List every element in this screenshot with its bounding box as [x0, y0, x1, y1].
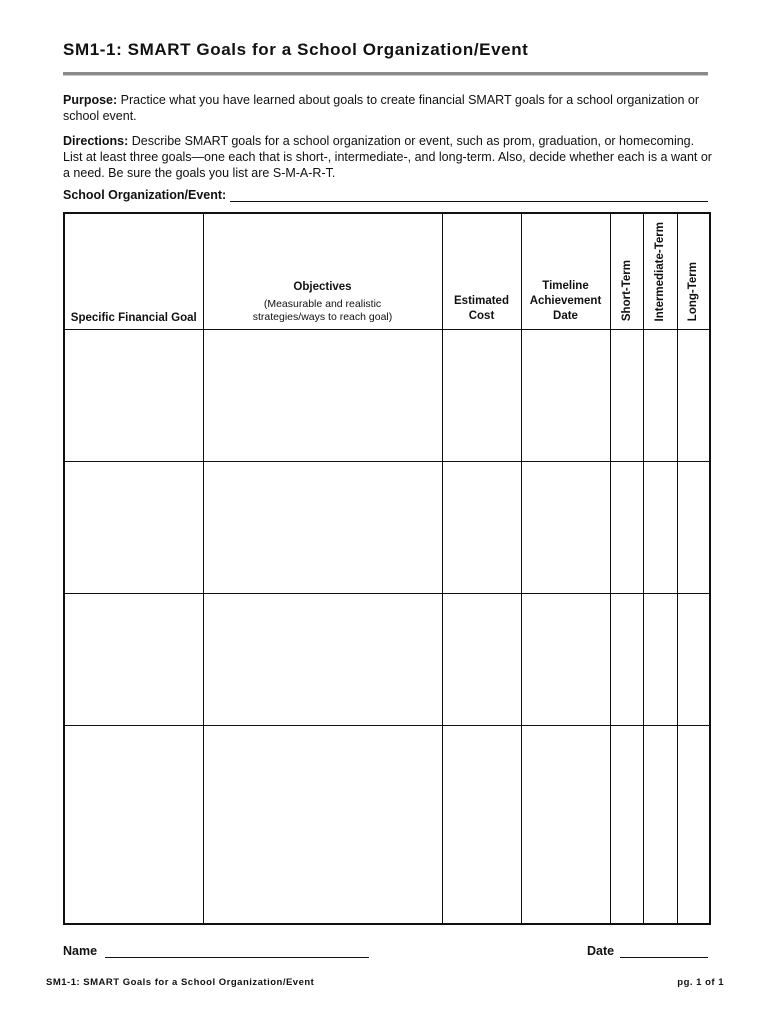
cost-cell[interactable]: [442, 594, 521, 726]
short-term-cell[interactable]: [610, 330, 643, 462]
date-input-line[interactable]: [620, 945, 708, 958]
directions-label: Directions:: [63, 134, 129, 148]
objectives-cell[interactable]: [203, 462, 442, 594]
table-row: [64, 330, 710, 462]
page-number: pg. 1 of 1: [677, 977, 724, 988]
col-header-goal: Specific Financial Goal: [64, 213, 203, 330]
col-header-cost: Estimated Cost: [442, 213, 521, 330]
name-field: [63, 944, 369, 958]
timeline-cell[interactable]: [521, 594, 610, 726]
long-term-cell[interactable]: [677, 594, 710, 726]
short-term-cell[interactable]: [610, 462, 643, 594]
purpose-paragraph: [63, 92, 713, 124]
title-divider-shadow: [63, 75, 708, 76]
timeline-cell[interactable]: [521, 462, 610, 594]
col-header-objectives: Objectives (Measurable and realistic strategies/ways to reach goal): [203, 213, 442, 330]
col-header-intermediate-term: Intermediate-Term: [643, 213, 677, 330]
short-term-cell[interactable]: [610, 726, 643, 924]
table-row: [64, 462, 710, 594]
date-field: [587, 944, 708, 958]
objectives-subtitle-2: strategies/ways to reach goal): [252, 311, 393, 323]
col-header-timeline: Timeline Achievement Date: [521, 213, 610, 330]
purpose-label: Purpose:: [63, 93, 118, 107]
name-label: Name: [63, 944, 98, 958]
goal-cell[interactable]: [64, 726, 203, 924]
intermediate-term-cell[interactable]: [643, 594, 677, 726]
intermediate-term-cell[interactable]: [643, 330, 677, 462]
long-term-cell[interactable]: [677, 330, 710, 462]
col-header-long-term: Long-Term: [677, 213, 710, 330]
timeline-cell[interactable]: [521, 330, 610, 462]
objectives-cell[interactable]: [203, 726, 442, 924]
objectives-cell[interactable]: [203, 594, 442, 726]
goal-cell[interactable]: [64, 330, 203, 462]
intermediate-term-cell[interactable]: [643, 462, 677, 594]
org-event-input-line[interactable]: [230, 189, 708, 202]
name-input-line[interactable]: [105, 945, 369, 958]
org-event-label: School Organization/Event:: [63, 188, 227, 202]
table-header-row: [64, 213, 710, 330]
short-term-cell[interactable]: [610, 594, 643, 726]
table-row: [64, 726, 710, 924]
col-header-short-term: Short-Term: [610, 213, 643, 330]
directions-paragraph: [63, 133, 713, 181]
timeline-cell[interactable]: [521, 726, 610, 924]
footer-title: SM1-1: SMART Goals for a School Organization/Event: [46, 977, 315, 988]
cost-cell[interactable]: [442, 330, 521, 462]
objectives-subtitle-1: (Measurable and realistic: [263, 298, 382, 310]
page-title: SM1-1: SMART Goals for a School Organization/Event: [63, 40, 529, 59]
long-term-cell[interactable]: [677, 726, 710, 924]
goal-cell[interactable]: [64, 594, 203, 726]
org-event-field: [63, 188, 708, 202]
purpose-text: Practice what you have learned about goals to create financial SMART goals for a school organization or school event.: [63, 93, 700, 123]
goals-table: [63, 212, 711, 925]
directions-text: Describe SMART goals for a school organization or event, such as prom, graduation, or homecoming. List at least three goals—one each that is short-, intermediate-, and long-term. Also, decide whether each is a want or a need. Be sure the goals you list are S-M-A-R-T.: [63, 134, 712, 180]
cost-cell[interactable]: [442, 462, 521, 594]
long-term-cell[interactable]: [677, 462, 710, 594]
goal-cell[interactable]: [64, 462, 203, 594]
table-row: [64, 594, 710, 726]
intermediate-term-cell[interactable]: [643, 726, 677, 924]
date-label: Date: [587, 944, 615, 958]
cost-cell[interactable]: [442, 726, 521, 924]
objectives-cell[interactable]: [203, 330, 442, 462]
